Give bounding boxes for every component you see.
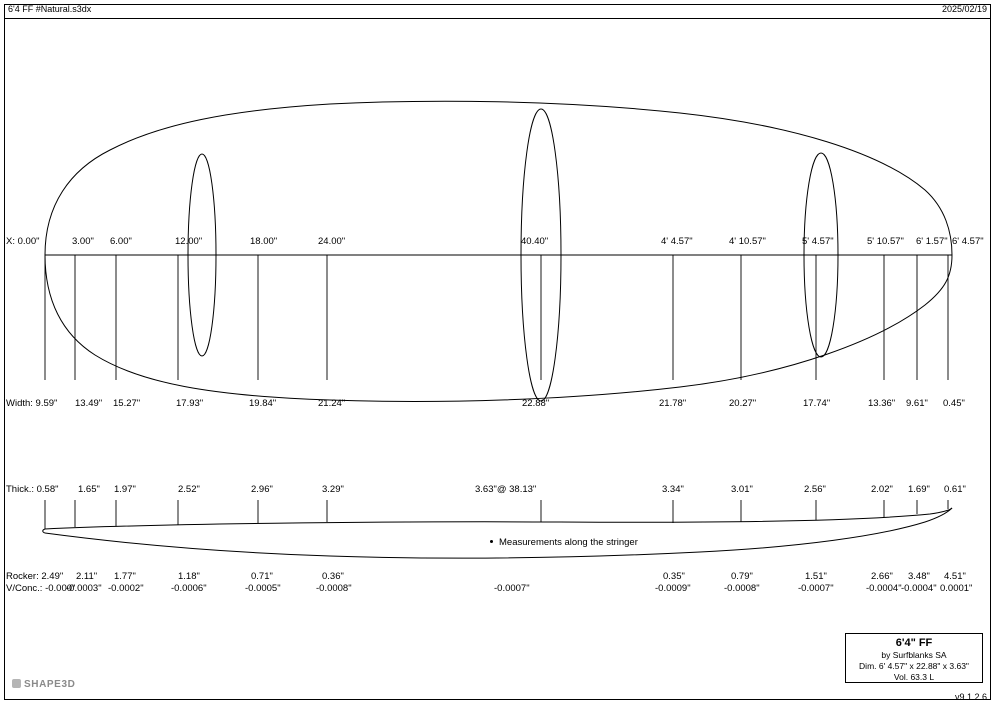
x-station-1: 3.00" [72,236,94,247]
thickness-station-2: 1.97" [114,484,136,495]
rocker-station-9: 1.51" [805,571,827,582]
x-station-9: 5' 4.57" [802,236,834,247]
rocker-station-10: 2.66" [871,571,893,582]
width-station-4: 19.84" [249,398,277,409]
vconc-station-3: -0.0006" [171,583,207,594]
thickness-station-10: 2.02" [871,484,893,495]
vconc-row-label: V/Conc.: -0.000" [6,583,76,594]
thickness-station-12: 0.61" [944,484,966,495]
width-station-1: 13.49" [75,398,103,409]
board-name: 6'4" FF [895,637,933,649]
rocker-station-3: 1.18" [178,571,200,582]
bullet-icon [490,540,493,543]
vconc-station-1: -0.0003" [66,583,102,594]
x-station-6: 40.40" [521,236,549,247]
header-file-name: 6'4 FF #Natural.s3dx [8,4,92,14]
x-station-2: 6.00" [110,236,132,247]
shape3d-logo-text: SHAPE3D [24,679,76,690]
vconc-station-7: -0.0009" [655,583,691,594]
x-station-11: 6' 1.57" [916,236,948,247]
vconc-station-10: -0.0004" [866,583,902,594]
header-date: 2025/02/19 [941,4,987,14]
thickness-station-9: 2.56" [804,484,826,495]
width-station-10: 13.36" [868,398,896,409]
vconc-station-8: -0.0008" [724,583,760,594]
x-station-7: 4' 4.57" [661,236,693,247]
vconc-station-6: -0.0007" [494,583,530,594]
rocker-station-7: 0.35" [663,571,685,582]
vconc-station-9: -0.0007" [798,583,834,594]
board-volume: Vol. 63.3 L [893,672,935,682]
width-station-5: 21.24" [318,398,346,409]
shape3d-mark-icon [12,679,21,688]
stringer-note-text: Measurements along the stringer [499,537,638,548]
rocker-station-11: 3.48" [908,571,930,582]
width-station-11: 9.61" [906,398,928,409]
width-station-6: 22.88" [522,398,550,409]
x-station-5: 24.00" [318,236,346,247]
width-station-3: 17.93" [176,398,204,409]
board-maker: by Surfblanks SA [881,650,947,660]
vconc-station-4: -0.0005" [245,583,281,594]
rocker-station-8: 0.79" [731,571,753,582]
width-station-7: 21.78" [659,398,687,409]
rocker-station-12: 4.51" [944,571,966,582]
rocker-row-label: Rocker: 2.49" [6,571,64,582]
board-dimensions: Dim. 6' 4.57" x 22.88" x 3.63" [859,661,969,671]
page-frame [4,4,991,700]
width-station-8: 20.27" [729,398,757,409]
thickness-station-11: 1.69" [908,484,930,495]
vconc-station-5: -0.0008" [316,583,352,594]
width-station-2: 15.27" [113,398,141,409]
vconc-station-12: 0.0001" [940,583,973,594]
rocker-station-4: 0.71" [251,571,273,582]
rocker-station-2: 1.77" [114,571,136,582]
vconc-station-11: -0.0004" [901,583,937,594]
stringer-note [490,537,638,548]
x-row-label: X: 0.00" [6,236,40,247]
x-station-10: 5' 10.57" [867,236,904,247]
thickness-station-6: 3.63"@ 38.13" [475,484,537,495]
thickness-station-7: 3.34" [662,484,684,495]
width-row-label: Width: 9.59" [6,398,58,409]
x-station-3: 12.00" [175,236,203,247]
thickness-station-4: 2.96" [251,484,273,495]
x-station-8: 4' 10.57" [729,236,766,247]
rocker-station-5: 0.36" [322,571,344,582]
app-version: v9.1.2.6 [954,692,987,702]
x-station-4: 18.00" [250,236,278,247]
x-station-12: 6' 4.57" [952,236,984,247]
rocker-station-1: 2.11" [76,571,98,582]
thickness-row-label: Thick.: 0.58" [6,484,59,495]
thickness-station-3: 2.52" [178,484,200,495]
title-block [845,633,983,683]
vconc-station-2: -0.0002" [108,583,144,594]
thickness-station-8: 3.01" [731,484,753,495]
thickness-station-1: 1.65" [78,484,100,495]
width-station-9: 17.74" [803,398,831,409]
width-station-12: 0.45" [943,398,965,409]
header-divider [5,18,990,19]
thickness-station-5: 3.29" [322,484,344,495]
shape3d-logo [12,679,75,690]
